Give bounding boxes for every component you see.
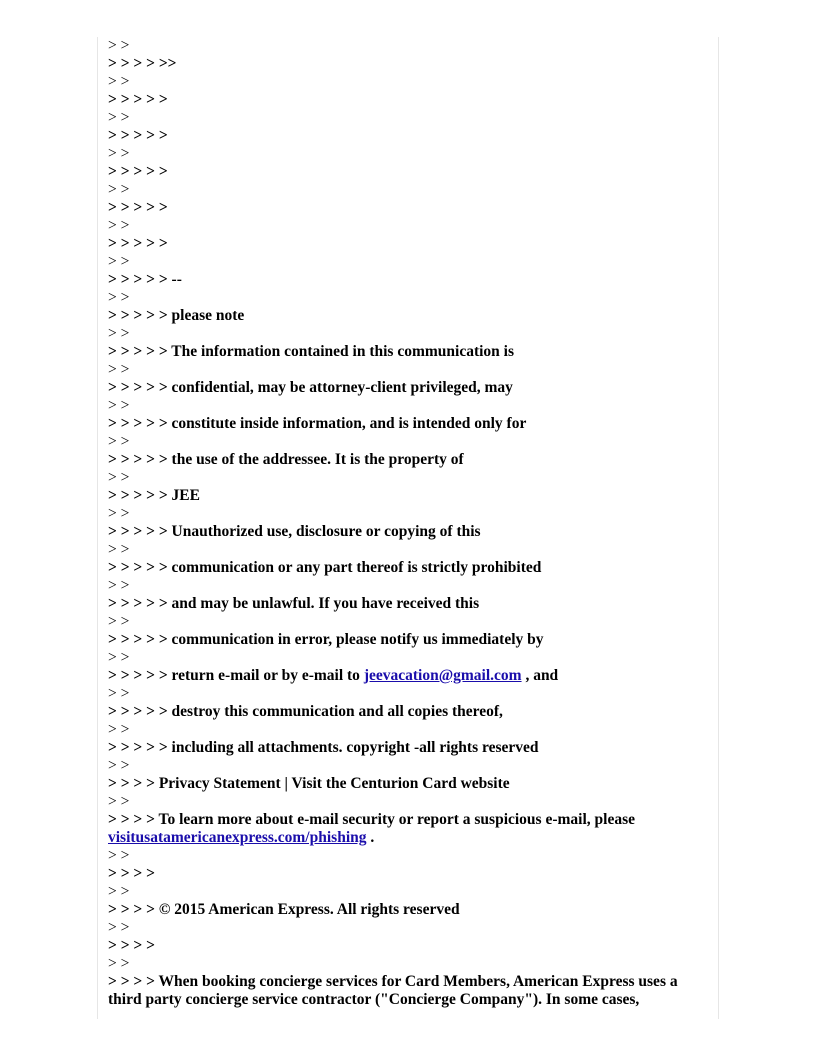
quoted-line: > > <box>108 919 130 936</box>
email-page <box>97 37 719 1019</box>
quoted-line: > > > > > <box>108 91 168 108</box>
quoted-line: > > > > > <box>108 235 168 252</box>
quoted-line: > > <box>108 253 130 270</box>
quoted-line: > > <box>108 847 130 864</box>
quoted-line: > > <box>108 145 130 162</box>
quoted-line: > > <box>108 37 130 54</box>
quoted-line: > > <box>108 181 130 198</box>
concierge-paragraph: > > > > When booking concierge services for Card Members, American Express uses a third party concierge service contractor ("Concierge Company"). In some cases, <box>108 973 678 1008</box>
email-line-prefix: > > > > > return e-mail or by e-mail to <box>108 667 364 684</box>
quoted-line: > > <box>108 469 130 486</box>
quoted-line: > > > > > constitute inside information, and is intended only for <box>108 415 527 432</box>
quoted-lines-block-1 <box>108 37 713 667</box>
quoted-line: > > <box>108 685 130 702</box>
quoted-line: > > > > > The information contained in this communication is <box>108 343 515 360</box>
quoted-line: > > > > > <box>108 163 168 180</box>
quoted-line: > > <box>108 361 130 378</box>
quoted-line: > > <box>108 433 130 450</box>
quoted-line: > > > > > including all attachments. copyright -all rights reserved <box>108 739 539 756</box>
quoted-line: > > <box>108 325 130 342</box>
quoted-line: > > <box>108 721 130 738</box>
phishing-link-line <box>108 829 713 847</box>
phishing-link[interactable]: visitusatamericanexpress.com/phishing <box>108 829 367 846</box>
email-line <box>108 667 713 685</box>
quoted-line: > > > > > confidential, may be attorney-client privileged, may <box>108 379 513 396</box>
quoted-line: > > > > <box>108 937 155 954</box>
email-body <box>108 37 713 1009</box>
quoted-line: > > > > © 2015 American Express. All rights reserved <box>108 901 460 918</box>
quoted-line: > > <box>108 217 130 234</box>
email-line-suffix: , and <box>521 667 559 684</box>
quoted-line: > > <box>108 397 130 414</box>
quoted-line: > > > > > JEE <box>108 487 200 504</box>
quoted-line: > > > > > <box>108 127 168 144</box>
quoted-line: > > > > > please note <box>108 307 245 324</box>
quoted-line: > > > > > <box>108 199 168 216</box>
quoted-line: > > <box>108 649 130 666</box>
quoted-line: > > > > >> <box>108 55 177 72</box>
phishing-line-text: > > > > To learn more about e-mail security or report a suspicious e-mail, please <box>108 811 635 828</box>
quoted-line: > > > > > the use of the addressee. It is the property of <box>108 451 464 468</box>
quoted-line: > > <box>108 793 130 810</box>
quoted-line: > > <box>108 613 130 630</box>
quoted-line: > > > > <box>108 865 155 882</box>
quoted-line: > > > > > communication in error, please notify us immediately by <box>108 631 544 648</box>
phishing-link-suffix: . <box>366 829 375 846</box>
quoted-line: > > <box>108 883 130 900</box>
quoted-line: > > > > > -- <box>108 271 182 288</box>
quoted-line: > > > > > communication or any part thereof is strictly prohibited <box>108 559 542 576</box>
quoted-line: > > > > > Unauthorized use, disclosure or copying of this <box>108 523 481 540</box>
quoted-line: > > <box>108 73 130 90</box>
quoted-line: > > <box>108 577 130 594</box>
quoted-line: > > <box>108 289 130 306</box>
quoted-line: > > > > > destroy this communication and all copies thereof, <box>108 703 503 720</box>
quoted-line: > > > > Privacy Statement | Visit the Centurion Card website <box>108 775 510 792</box>
quoted-line: > > <box>108 109 130 126</box>
quoted-lines-block-2 <box>108 685 713 811</box>
email-address-link[interactable]: jeevacation@gmail.com <box>363 667 522 684</box>
quoted-line: > > > > > and may be unlawful. If you have received this <box>108 595 480 612</box>
quoted-line: > > <box>108 541 130 558</box>
quoted-line: > > <box>108 955 130 972</box>
phishing-line <box>108 811 713 829</box>
quoted-line: > > <box>108 505 130 522</box>
quoted-lines-block-3 <box>108 847 713 973</box>
quoted-line: > > <box>108 757 130 774</box>
